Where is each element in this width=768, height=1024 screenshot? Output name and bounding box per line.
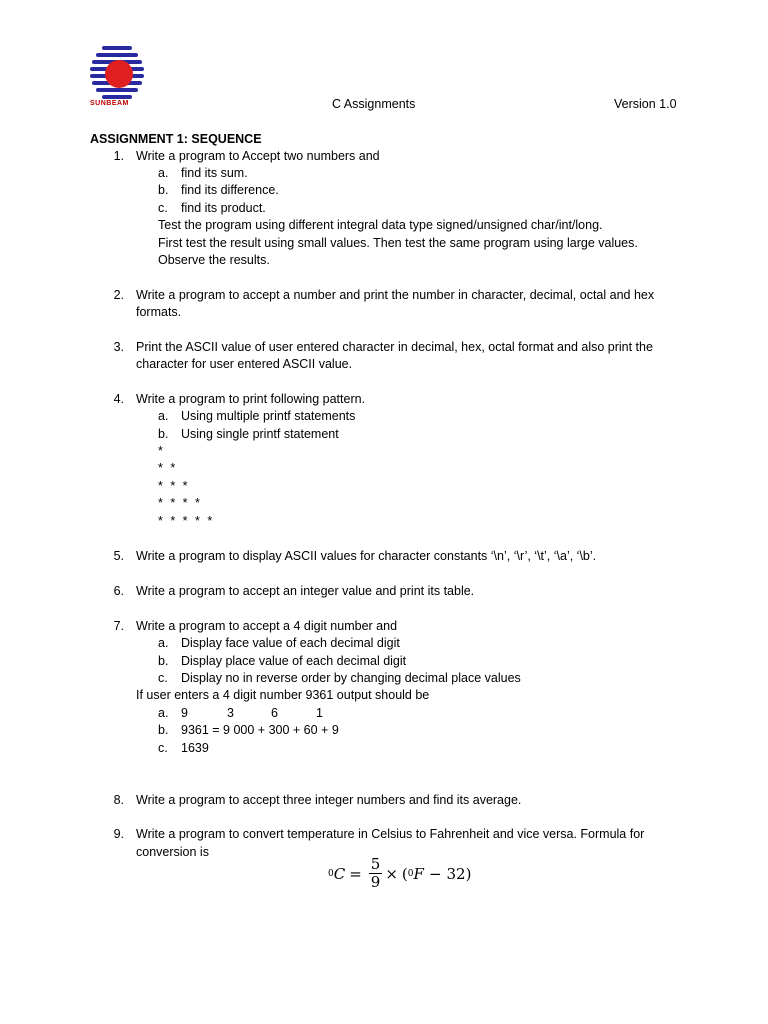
q1-a-label: a. [158, 166, 169, 180]
q1-note-3: Observe the results. [158, 253, 270, 267]
formula-open-paren: ( [401, 864, 408, 883]
q4-b-text: Using single printf statement [181, 427, 339, 441]
q7-out-b-label: b. [158, 723, 169, 737]
q7-out-a-digit-3: 6 [271, 706, 278, 720]
pattern-row-4: * * * * [158, 496, 202, 510]
formula-c: C [333, 864, 346, 883]
q1-text: Write a program to Accept two numbers and [136, 149, 380, 163]
q1-note-1: Test the program using different integral data type signed/unsigned char/int/long. [158, 218, 603, 232]
formula-numerator: 5 [370, 855, 381, 873]
q1-c-label: c. [158, 201, 168, 215]
page-title: C Assignments [332, 97, 416, 111]
formula-fraction [369, 856, 383, 891]
version-label: Version 1.0 [614, 97, 677, 111]
q7-b-text: Display place value of each decimal digit [181, 654, 407, 668]
formula-constant: 32 [446, 864, 466, 883]
q9-line-1: Write a program to convert temperature in Celsius to Fahrenheit and vice versa. Formula for [136, 827, 645, 841]
q3-line-1: Print the ASCII value of user entered character in decimal, hex, octal format and also print the [136, 340, 653, 354]
q1-number: 1. [113, 149, 124, 163]
q7-out-a-label: a. [158, 706, 169, 720]
q8-text: Write a program to accept three integer numbers and find its average. [136, 793, 522, 807]
q5-text: Write a program to display ASCII values for character constants ‘\n’, ‘\r’, ‘\t’, ‘\a’, ‘\b’. [136, 549, 597, 563]
formula-degree-c: 0 [328, 868, 334, 879]
q7-out-a-digit-2: 3 [227, 706, 234, 720]
q7-a-label: a. [158, 636, 169, 650]
pattern-row-1: * [158, 444, 165, 458]
assignment-title: ASSIGNMENT 1: SEQUENCE [90, 132, 262, 146]
formula-degree-f: 0 [407, 868, 414, 879]
q2-line-1: Write a program to accept a number and print the number in character, decimal, octal and hex [136, 288, 655, 302]
q3-line-2: character for user entered ASCII value. [136, 357, 353, 371]
q4-a-label: a. [158, 409, 169, 423]
q7-c-text: Display no in reverse order by changing decimal place values [181, 671, 521, 685]
pattern-row-5: * * * * * [158, 514, 215, 528]
logo-text: SUNBEAM [90, 100, 129, 107]
q3-number: 3. [113, 340, 124, 354]
q1-note-2: First test the result using small values. Then test the same program using large values. [158, 236, 638, 250]
q7-out-a-digit-1: 9 [181, 706, 188, 720]
q2-line-2: formats. [136, 305, 182, 319]
q4-number: 4. [113, 392, 124, 406]
q2-number: 2. [113, 288, 124, 302]
formula-f: F [413, 864, 424, 883]
q4-text: Write a program to print following pattern. [136, 392, 366, 406]
q7-example: If user enters a 4 digit number 9361 output should be [136, 688, 430, 702]
q5-number: 5. [113, 549, 124, 563]
q4-a-text: Using multiple printf statements [181, 409, 356, 423]
q1-b-label: b. [158, 183, 169, 197]
formula-times: × [385, 864, 398, 883]
q7-out-c-label: c. [158, 741, 168, 755]
q7-out-b-text: 9361 = 9 000 + 300 + 60 + 9 [181, 723, 339, 737]
q6-text: Write a program to accept an integer value and print its table. [136, 584, 475, 598]
q9-number: 9. [113, 827, 124, 841]
q8-number: 8. [113, 793, 124, 807]
q1-c-text: find its product. [181, 201, 266, 215]
q9-line-2: conversion is [136, 845, 209, 859]
q7-out-c-text: 1639 [181, 741, 209, 755]
q7-b-label: b. [158, 654, 169, 668]
pattern-row-3: * * * [158, 479, 190, 493]
q1-a-text: find its sum. [181, 166, 248, 180]
q7-number: 7. [113, 619, 124, 633]
q6-number: 6. [113, 584, 124, 598]
q7-text: Write a program to accept a 4 digit number and [136, 619, 398, 633]
q1-b-text: find its difference. [181, 183, 279, 197]
formula-close-paren: ) [465, 864, 472, 883]
q7-out-a-digit-4: 1 [316, 706, 323, 720]
formula-equals: = [349, 864, 362, 883]
formula-minus: − [428, 864, 442, 883]
formula-denominator: 9 [370, 873, 381, 891]
conversion-formula [328, 856, 471, 891]
q4-b-label: b. [158, 427, 169, 441]
q7-c-label: c. [158, 671, 168, 685]
pattern-row-2: * * [158, 461, 178, 475]
q7-a-text: Display face value of each decimal digit [181, 636, 400, 650]
